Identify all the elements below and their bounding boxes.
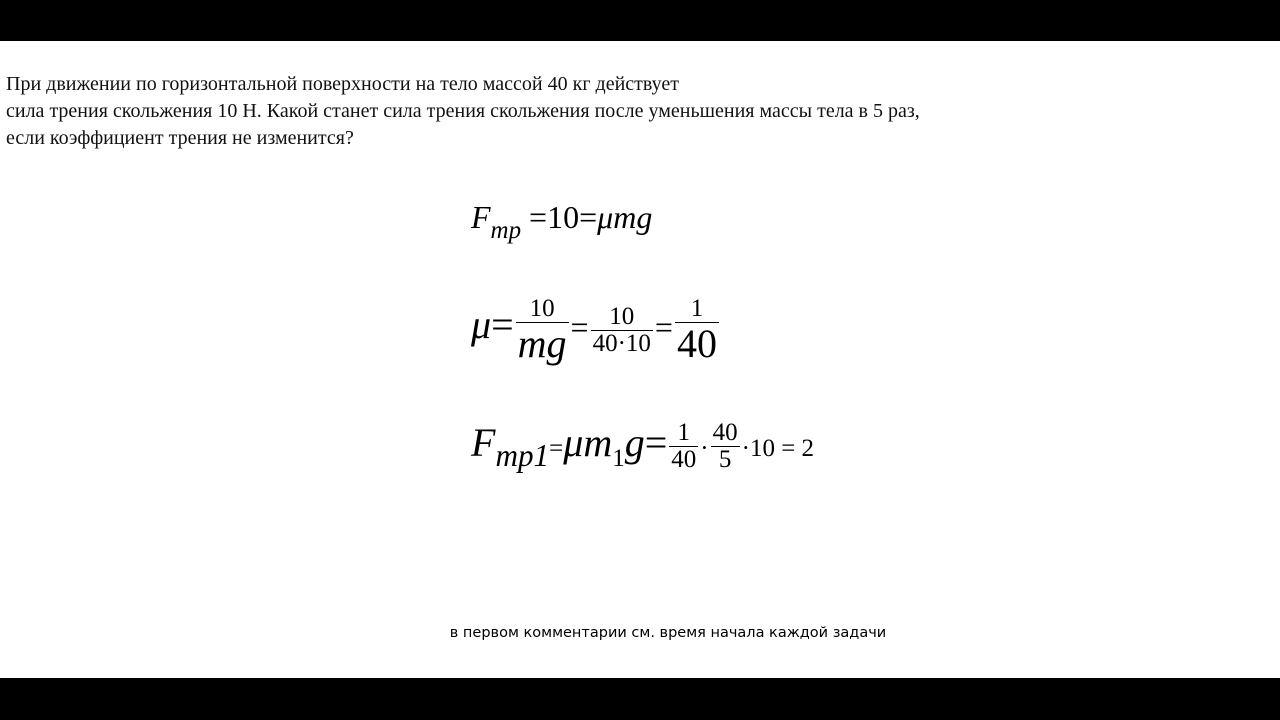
- letterbox-top: [0, 0, 1280, 41]
- eq1-rhs: μmg: [597, 199, 653, 235]
- eq3-F: F: [471, 420, 496, 465]
- problem-line-2: сила трения скольжения 10 Н. Какой станет сила трения скольжения после уменьшения массы тела в 5 раз,: [6, 100, 920, 122]
- problem-line-1: При движении по горизонтальной поверхности на тело массой 40 кг действует: [6, 73, 680, 95]
- equation-friction-coefficient: [471, 296, 721, 365]
- eq3-f1-denominator: 40: [671, 446, 697, 474]
- eq2-equals-c: =: [654, 308, 673, 345]
- eq1-equals-a: =: [529, 199, 548, 235]
- slide: [0, 41, 1280, 678]
- equation-friction-force: [471, 199, 653, 244]
- eq2-f1-denominator: mg: [517, 321, 567, 367]
- eq2-f3-numerator: 1: [675, 296, 719, 323]
- eq2-f1-numerator: 10: [516, 296, 569, 323]
- equation-new-friction-force: [471, 419, 814, 474]
- eq3-f2-numerator: 40: [712, 419, 738, 447]
- eq2-fraction-1: [516, 296, 569, 365]
- eq3-mu-m: μm: [563, 420, 613, 465]
- eq2-fraction-2: [591, 304, 653, 358]
- problem-line-3: если коэффициент трения не изменится?: [6, 127, 354, 149]
- eq1-F: F: [471, 199, 491, 235]
- eq2-mu: μ: [471, 301, 492, 347]
- eq3-subscript: тр1: [495, 438, 550, 473]
- eq2-f2-numerator: 10: [591, 304, 653, 331]
- eq2-fraction-3: [675, 296, 719, 365]
- problem-statement: [6, 71, 1206, 152]
- footer-note: в первом комментарии см. время начала каждой задачи: [449, 625, 887, 641]
- eq3-fraction-1: [669, 420, 698, 474]
- eq3-tail: ·10 = 2: [741, 435, 815, 462]
- eq3-equals-b: =: [644, 420, 668, 465]
- eq2-f2-denominator: 40·10: [592, 330, 651, 358]
- eq3-g: g: [624, 420, 645, 465]
- eq3-fraction-2: [711, 420, 740, 474]
- eq1-value: 10: [547, 199, 580, 235]
- eq3-f1-numerator: 1: [669, 420, 698, 447]
- eq3-mass-subscript: 1: [612, 445, 625, 472]
- eq3-f2-denominator: 5: [718, 446, 732, 474]
- eq2-f3-denominator: 40: [676, 321, 717, 367]
- eq2-equals-a: =: [491, 301, 514, 347]
- eq2-equals-b: =: [570, 308, 589, 345]
- eq3-dot: ·: [700, 435, 709, 462]
- eq1-equals-b: =: [579, 199, 598, 235]
- eq3-equals-a: =: [549, 435, 564, 462]
- eq1-subscript: тр: [490, 217, 522, 244]
- letterbox-bottom: [0, 678, 1280, 720]
